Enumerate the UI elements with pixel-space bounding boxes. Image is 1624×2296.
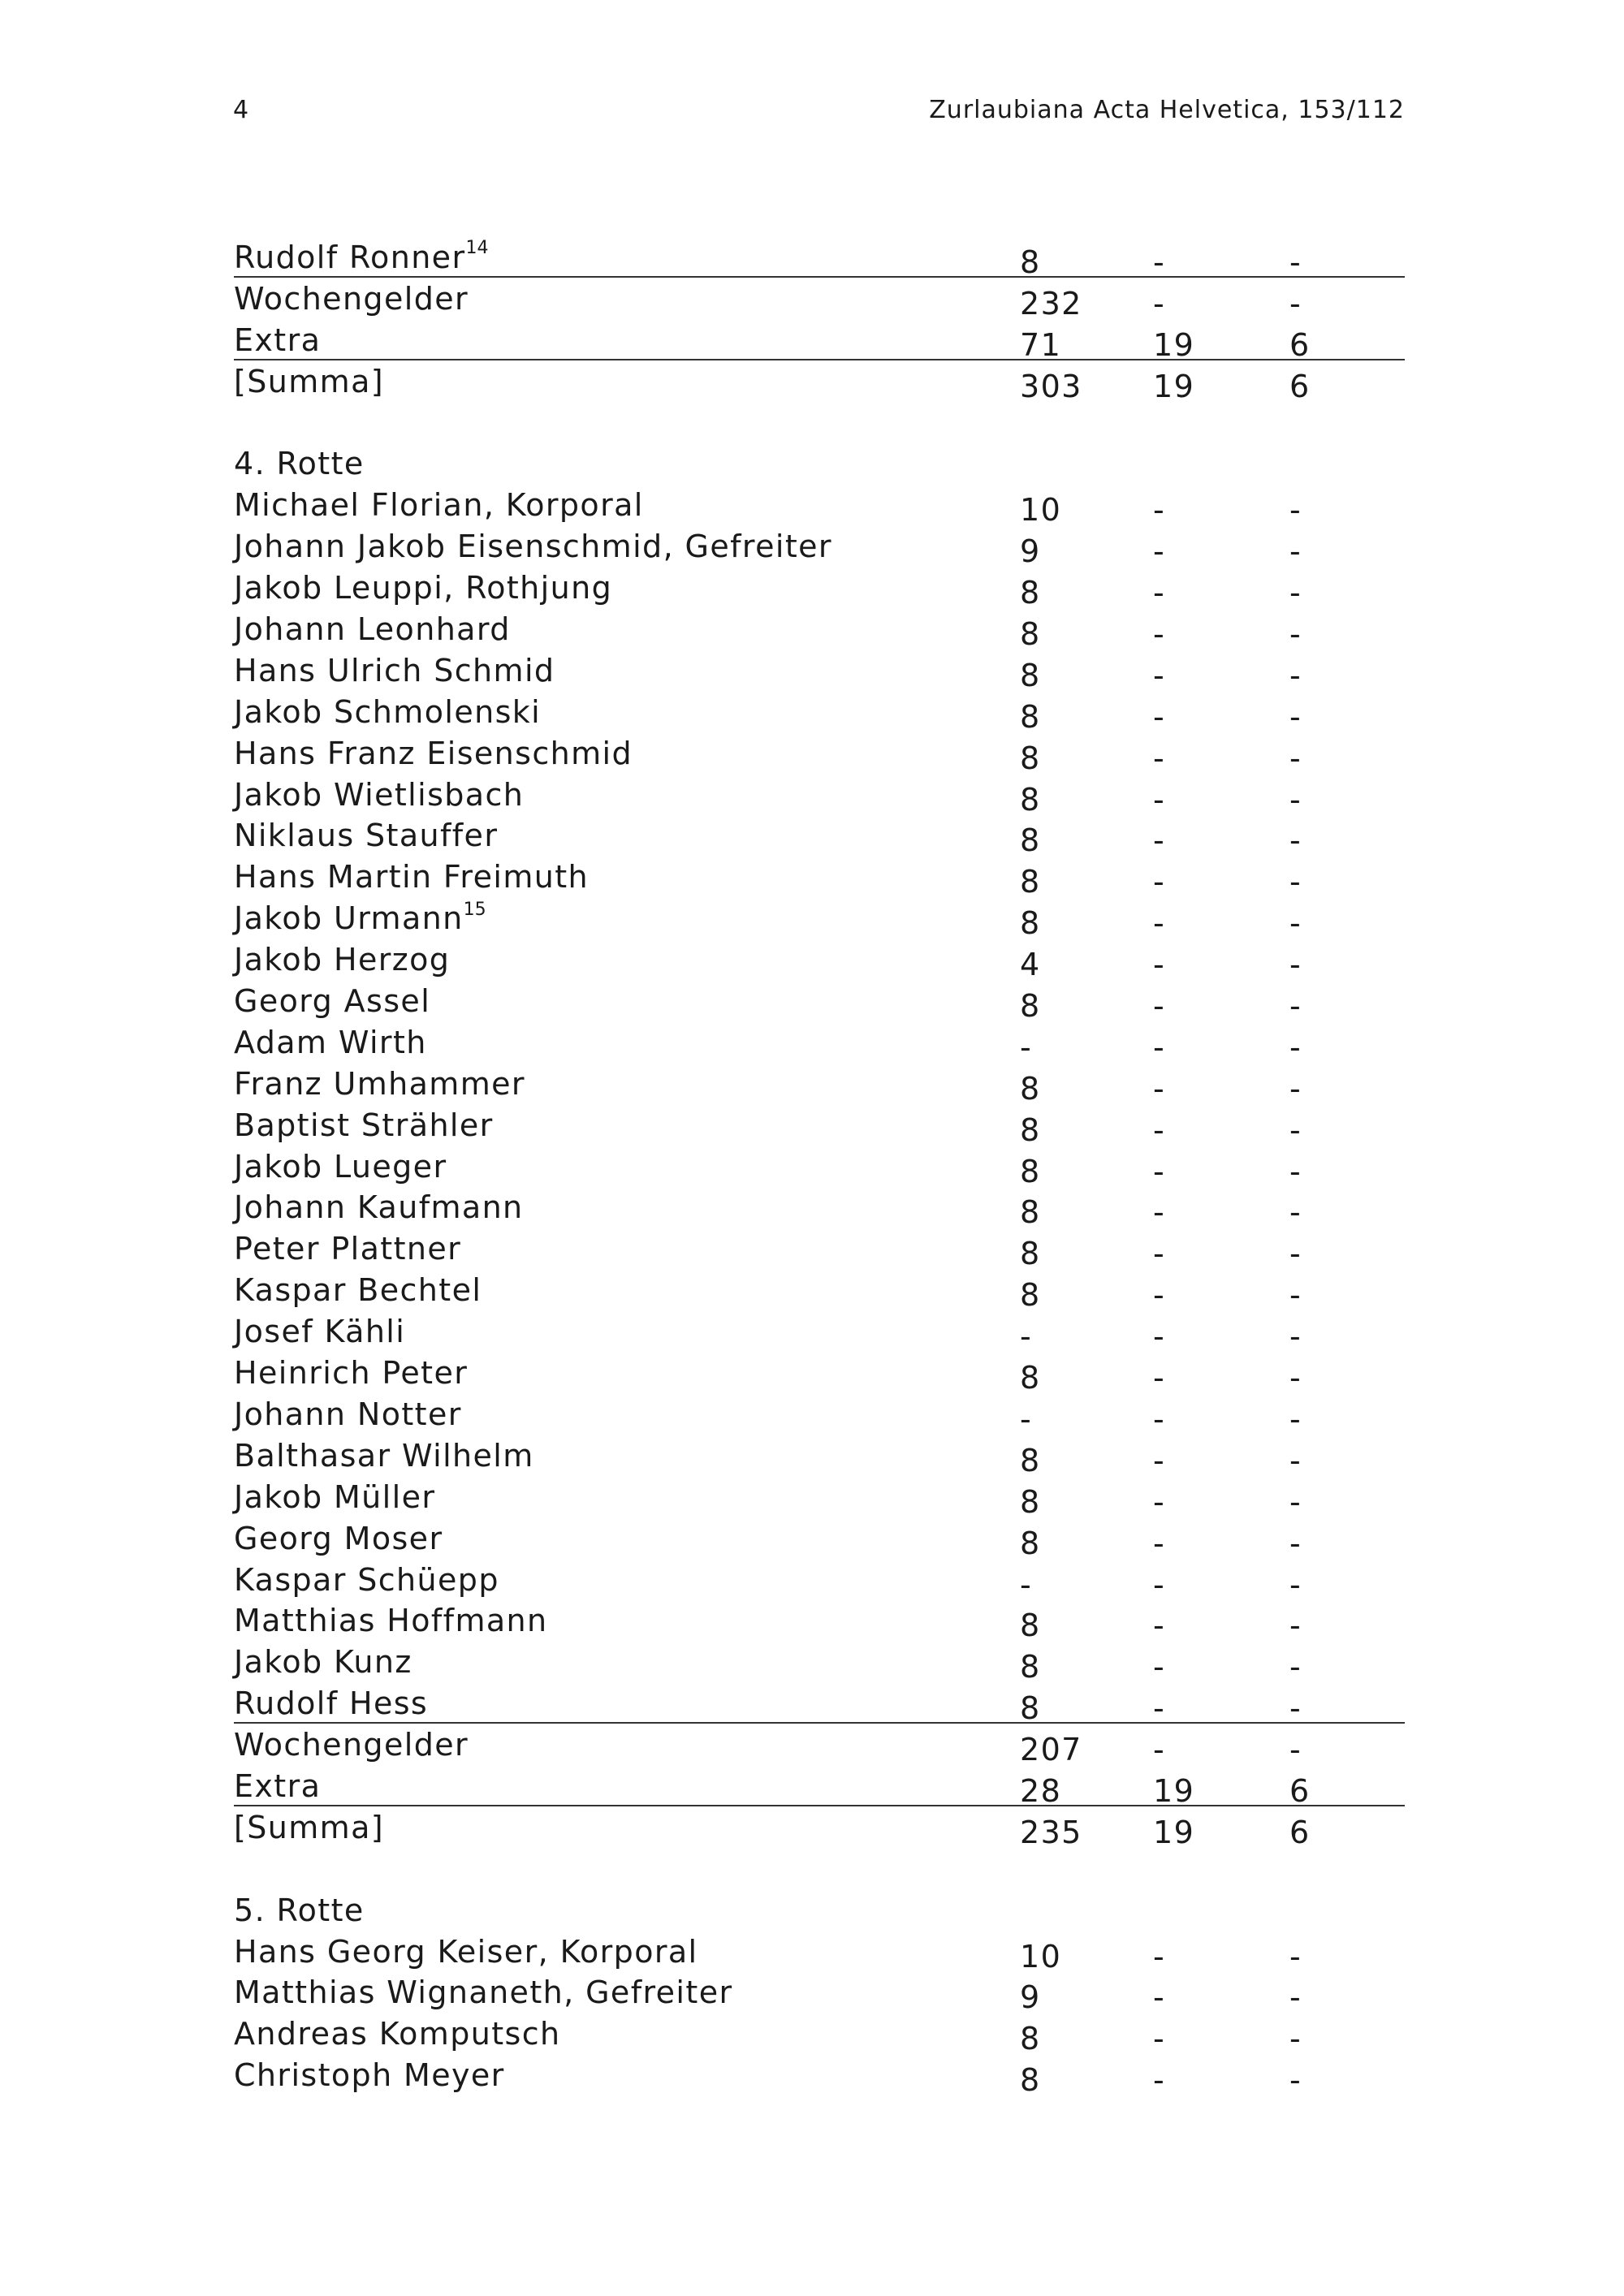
amount-c2: 19: [1153, 326, 1195, 363]
entry-name-text: 5. Rotte: [234, 1892, 365, 1928]
amount-c1: 8: [1020, 864, 1041, 900]
amount-c3: -: [1289, 1732, 1302, 1768]
amount-c2: -: [1153, 740, 1166, 776]
entry-name-text: Georg Assel: [234, 983, 431, 1020]
amount-c3: -: [1289, 1979, 1302, 2016]
amount-c2: -: [1153, 1979, 1166, 2016]
amount-c1: 8: [1020, 1111, 1041, 1148]
section-heading: [234, 442, 1405, 484]
entry-name: [234, 736, 633, 771]
entry-name: [234, 1314, 405, 1349]
amount-c1: 8: [1020, 657, 1041, 693]
ledger-row: [234, 1559, 1405, 1603]
amount-c3: -: [1289, 575, 1302, 611]
ledger-row: [234, 1310, 1405, 1355]
entry-name-text: Adam Wirth: [234, 1024, 427, 1060]
amount-c1: 8: [1020, 1690, 1041, 1727]
amount-c1: 71: [1020, 326, 1062, 363]
entry-name: [234, 653, 555, 688]
ledger-row: [234, 1146, 1405, 1187]
entry-name: [234, 1685, 428, 1721]
amount-c1: 8: [1020, 781, 1041, 818]
ledger-row: [234, 1599, 1405, 1644]
entry-name: [234, 1934, 698, 1970]
entry-name: [234, 529, 832, 564]
page-number: 4: [233, 96, 250, 124]
amount-c1: -: [1020, 1400, 1033, 1437]
amount-c1: -: [1020, 1318, 1033, 1355]
entry-name-text: Hans Ulrich Schmid: [234, 652, 555, 688]
entry-name: [234, 1025, 427, 1060]
amount-c2: -: [1153, 285, 1166, 322]
amount-c3: -: [1289, 1194, 1302, 1231]
entry-name-text: Jakob Lueger: [234, 1148, 447, 1185]
amount-c1: 8: [1020, 1236, 1041, 1272]
amount-c1: 9: [1020, 1979, 1041, 2016]
amount-c2: -: [1153, 781, 1166, 818]
ledger-row: [234, 236, 1405, 278]
ledger-row: [234, 774, 1405, 818]
ledger-row: [234, 732, 1405, 774]
ledger-row: [234, 1724, 1405, 1768]
ledger-row: [234, 1517, 1405, 1559]
entry-name-text: Jakob Wietlisbach: [234, 776, 525, 813]
amount-c3: -: [1289, 1649, 1302, 1685]
entry-name: [234, 1355, 468, 1391]
entry-name-text: Wochengelder: [234, 280, 469, 317]
amount-c2: -: [1153, 1360, 1166, 1396]
amount-c3: 6: [1289, 368, 1311, 404]
amount-c1: 8: [1020, 244, 1041, 280]
entry-name-text: Rudolf Hess: [234, 1685, 429, 1722]
amount-c2: -: [1153, 2062, 1166, 2099]
ledger-row: [234, 1435, 1405, 1476]
entry-name: [234, 942, 450, 978]
amount-c2: -: [1153, 988, 1166, 1025]
entry-name: [234, 1189, 524, 1225]
entry-name-text: Extra: [234, 1767, 322, 1804]
amount-c2: -: [1153, 657, 1166, 693]
amount-c3: -: [1289, 1153, 1302, 1189]
amount-c1: 8: [1020, 2062, 1041, 2099]
entry-name: [234, 1149, 447, 1185]
amount-c1: 232: [1020, 285, 1082, 322]
entry-name: [234, 1231, 461, 1267]
amount-c3: -: [1289, 2021, 1302, 2057]
ledger-row: [234, 360, 1405, 402]
amount-c1: 8: [1020, 1608, 1041, 1644]
entry-name: [234, 859, 589, 895]
entry-name-text: Christoph Meyer: [234, 2057, 505, 2094]
amount-c1: 9: [1020, 533, 1041, 570]
amount-c3: 6: [1289, 1772, 1311, 1809]
ledger-row: [234, 1352, 1405, 1396]
amount-c3: -: [1289, 1318, 1302, 1355]
entry-name: [234, 364, 384, 399]
ledger-row: [234, 1228, 1405, 1272]
spacer-row: [234, 1848, 1405, 1889]
entry-name: [234, 1479, 435, 1515]
amount-c3: -: [1289, 2062, 1302, 2099]
entry-name: [234, 1768, 321, 1804]
entry-name-text: Johann Leonhard: [234, 611, 511, 648]
amount-c3: -: [1289, 1070, 1302, 1107]
amount-c3: -: [1289, 1525, 1302, 1561]
entry-name-text: [Summa]: [234, 1809, 384, 1845]
ledger-row: [234, 1765, 1405, 1809]
amount-c1: 8: [1020, 1442, 1041, 1478]
entry-name: [234, 900, 486, 936]
amount-c1: 8: [1020, 822, 1041, 859]
ledger-row: [234, 1269, 1405, 1314]
entry-name: [234, 1603, 548, 1638]
amount-c1: 8: [1020, 1070, 1041, 1107]
page-header: [233, 91, 1405, 132]
ledger-row: [234, 608, 1405, 653]
amount-c2: -: [1153, 1153, 1166, 1189]
entry-name-text: Franz Umhammer: [234, 1065, 525, 1102]
amount-c3: -: [1289, 492, 1302, 529]
amount-c2: -: [1153, 864, 1166, 900]
amount-c2: -: [1153, 822, 1166, 859]
entry-name: [234, 1562, 499, 1598]
entry-name-text: Jakob Herzog: [234, 942, 451, 978]
amount-c3: -: [1289, 1690, 1302, 1727]
entry-name-text: Extra: [234, 322, 322, 358]
amount-c2: -: [1153, 1483, 1166, 1520]
entry-name: [234, 1107, 494, 1143]
ledger-row: [234, 1476, 1405, 1520]
entry-name: [234, 570, 612, 606]
amount-c3: -: [1289, 1400, 1302, 1437]
amount-c3: -: [1289, 1029, 1302, 1065]
amount-c2: 19: [1153, 368, 1195, 404]
ledger-row: [234, 525, 1405, 570]
ledger-row: [234, 1931, 1405, 1972]
amount-c2: -: [1153, 1236, 1166, 1272]
amount-c3: -: [1289, 781, 1302, 818]
entry-name-text: Peter Plattner: [234, 1231, 462, 1267]
ledger-row: [234, 897, 1405, 942]
amount-c2: -: [1153, 1029, 1166, 1065]
entry-name: [234, 1974, 733, 2010]
ledger-row: [234, 939, 1405, 983]
running-title: Zurlaubiana Acta Helvetica, 153/112: [929, 96, 1405, 124]
amount-c3: 6: [1289, 326, 1311, 363]
entry-name: [234, 487, 644, 523]
amount-c2: -: [1153, 1608, 1166, 1644]
entry-name: [234, 818, 498, 853]
amount-c1: 8: [1020, 698, 1041, 735]
amount-c1: 8: [1020, 2021, 1041, 2057]
entry-name-text: Balthasar Wilhelm: [234, 1437, 534, 1474]
entry-name-text: Kaspar Bechtel: [234, 1272, 482, 1309]
amount-c3: -: [1289, 1483, 1302, 1520]
entry-name: [234, 1066, 525, 1102]
amount-c3: -: [1289, 1442, 1302, 1478]
entry-name-text: Jakob Urmann: [234, 900, 464, 937]
amount-c3: -: [1289, 244, 1302, 280]
amount-c2: -: [1153, 575, 1166, 611]
amount-c3: 6: [1289, 1814, 1311, 1850]
ledger-row: [234, 1186, 1405, 1231]
amount-c2: -: [1153, 1938, 1166, 1974]
ledger-row: [234, 1393, 1405, 1435]
amount-c3: -: [1289, 1608, 1302, 1644]
ledger-row: [234, 980, 1405, 1025]
entry-name-text: Heinrich Peter: [234, 1355, 469, 1392]
entry-name: [234, 694, 541, 730]
footnote-marker: 15: [463, 899, 486, 920]
ledger-row: [234, 691, 1405, 735]
amount-c2: -: [1153, 1194, 1166, 1231]
amount-c3: -: [1289, 947, 1302, 983]
amount-c2: -: [1153, 1442, 1166, 1478]
entry-name-text: Johann Kaufmann: [234, 1189, 524, 1226]
entry-name: [234, 1727, 469, 1763]
entry-name-text: Jakob Leuppi, Rothjung: [234, 570, 613, 606]
entry-name-text: Hans Franz Eisenschmid: [234, 735, 633, 771]
amount-c3: -: [1289, 988, 1302, 1025]
amount-c2: -: [1153, 1525, 1166, 1561]
entry-name: [234, 2057, 505, 2093]
amount-c1: 8: [1020, 988, 1041, 1025]
amount-c3: -: [1289, 740, 1302, 776]
amount-c1: 8: [1020, 1277, 1041, 1314]
amount-c1: 8: [1020, 1153, 1041, 1189]
ledger-row: [234, 1682, 1405, 1727]
amount-c1: 8: [1020, 1194, 1041, 1231]
amount-c1: -: [1020, 1029, 1033, 1065]
entry-name: [234, 1272, 482, 1308]
amount-c2: -: [1153, 698, 1166, 735]
amount-c2: 19: [1153, 1814, 1195, 1850]
entry-name-text: Hans Georg Keiser, Korporal: [234, 1933, 698, 1970]
amount-c1: 235: [1020, 1814, 1082, 1850]
entry-name: [234, 446, 365, 481]
amount-c3: -: [1289, 1277, 1302, 1314]
amount-c2: -: [1153, 533, 1166, 570]
amount-c2: -: [1153, 1690, 1166, 1727]
entry-name: [234, 1396, 462, 1432]
amount-c2: 19: [1153, 1772, 1195, 1809]
entry-name-text: Matthias Wignaneth, Gefreiter: [234, 1974, 733, 2011]
entry-name-text: Johann Jakob Eisenschmid, Gefreiter: [234, 529, 832, 565]
entry-name-text: Jakob Müller: [234, 1478, 436, 1515]
entry-name-text: Rudolf Ronner: [234, 240, 466, 275]
entry-name-text: Georg Moser: [234, 1520, 443, 1556]
amount-c2: -: [1153, 244, 1166, 280]
amount-c2: -: [1153, 1277, 1166, 1314]
amount-c1: 8: [1020, 905, 1041, 942]
amount-c2: -: [1153, 1111, 1166, 1148]
amount-c1: 303: [1020, 368, 1082, 404]
ledger-row: [234, 814, 1405, 859]
amount-c1: 10: [1020, 492, 1062, 529]
entry-name: [234, 322, 321, 358]
amount-c1: 10: [1020, 1938, 1062, 1974]
amount-c2: -: [1153, 2021, 1166, 2057]
amount-c3: -: [1289, 657, 1302, 693]
entry-name-text: Wochengelder: [234, 1727, 469, 1763]
entry-name-text: Jakob Schmolenski: [234, 693, 542, 730]
ledger-row: [234, 1063, 1405, 1107]
amount-c1: 8: [1020, 740, 1041, 776]
amount-c3: -: [1289, 616, 1302, 653]
amount-c2: -: [1153, 947, 1166, 983]
amount-c1: 4: [1020, 947, 1041, 983]
amount-c2: -: [1153, 1649, 1166, 1685]
entry-name: [234, 1892, 365, 1928]
ledger-row: [234, 1021, 1405, 1063]
amount-c1: 207: [1020, 1732, 1082, 1768]
entry-name: [234, 1521, 443, 1556]
amount-c2: -: [1153, 616, 1166, 653]
amount-c1: 8: [1020, 575, 1041, 611]
entry-name-text: Kaspar Schüepp: [234, 1561, 499, 1598]
amount-c2: -: [1153, 1318, 1166, 1355]
ledger-row: [234, 2054, 1405, 2099]
spacer-row: [234, 402, 1405, 443]
amount-c3: -: [1289, 285, 1302, 322]
ledger-row: [234, 1806, 1405, 1848]
entry-name: [234, 1438, 534, 1474]
amount-c3: -: [1289, 905, 1302, 942]
ledger-table: [234, 236, 1405, 2099]
amount-c1: -: [1020, 1566, 1033, 1603]
amount-c3: -: [1289, 1236, 1302, 1272]
ledger-row: [234, 484, 1405, 529]
entry-name-text: [Summa]: [234, 363, 384, 399]
section-heading: [234, 1889, 1405, 1931]
amount-c3: -: [1289, 533, 1302, 570]
entry-name-text: Jakob Kunz: [234, 1644, 412, 1681]
ledger-row: [234, 567, 1405, 611]
amount-c3: -: [1289, 1111, 1302, 1148]
amount-c3: -: [1289, 1566, 1302, 1603]
amount-c1: 8: [1020, 1525, 1041, 1561]
ledger-row: [234, 278, 1405, 322]
amount-c3: -: [1289, 822, 1302, 859]
amount-c1: 8: [1020, 1360, 1041, 1396]
amount-c2: -: [1153, 1732, 1166, 1768]
entry-name: [234, 1644, 412, 1680]
amount-c2: -: [1153, 905, 1166, 942]
entry-name-text: Josef Kähli: [234, 1314, 406, 1350]
amount-c3: -: [1289, 698, 1302, 735]
entry-name: [234, 983, 430, 1019]
amount-c1: 8: [1020, 1649, 1041, 1685]
ledger-row: [234, 319, 1405, 363]
entry-name: [234, 777, 524, 813]
entry-name: [234, 611, 511, 647]
amount-c1: 28: [1020, 1772, 1062, 1809]
entry-name: [234, 1810, 384, 1845]
amount-c3: -: [1289, 1360, 1302, 1396]
entry-name-text: Hans Martin Freimuth: [234, 859, 590, 896]
amount-c2: -: [1153, 1070, 1166, 1107]
entry-name: [234, 281, 469, 317]
entry-name: [234, 2016, 561, 2052]
entry-name-text: Michael Florian, Korporal: [234, 487, 644, 524]
entry-name-text: Baptist Strähler: [234, 1107, 494, 1143]
amount-c3: -: [1289, 1938, 1302, 1974]
entry-name: [234, 240, 488, 275]
ledger-row: [234, 856, 1405, 900]
ledger-row: [234, 1641, 1405, 1685]
ledger-row: [234, 1104, 1405, 1146]
entry-name-text: Matthias Hoffmann: [234, 1603, 548, 1639]
amount-c1: 8: [1020, 616, 1041, 653]
ledger-row: [234, 2013, 1405, 2057]
amount-c2: -: [1153, 492, 1166, 529]
amount-c2: -: [1153, 1566, 1166, 1603]
amount-c2: -: [1153, 1400, 1166, 1437]
amount-c3: -: [1289, 864, 1302, 900]
ledger-row: [234, 1971, 1405, 2016]
ledger-row: [234, 650, 1405, 691]
amount-c1: 8: [1020, 1483, 1041, 1520]
entry-name-text: Niklaus Stauffer: [234, 818, 499, 854]
entry-name-text: Andreas Komputsch: [234, 2016, 561, 2052]
entry-name-text: 4. Rotte: [234, 446, 365, 482]
footnote-marker: 14: [465, 238, 489, 259]
entry-name-text: Johann Notter: [234, 1396, 462, 1432]
